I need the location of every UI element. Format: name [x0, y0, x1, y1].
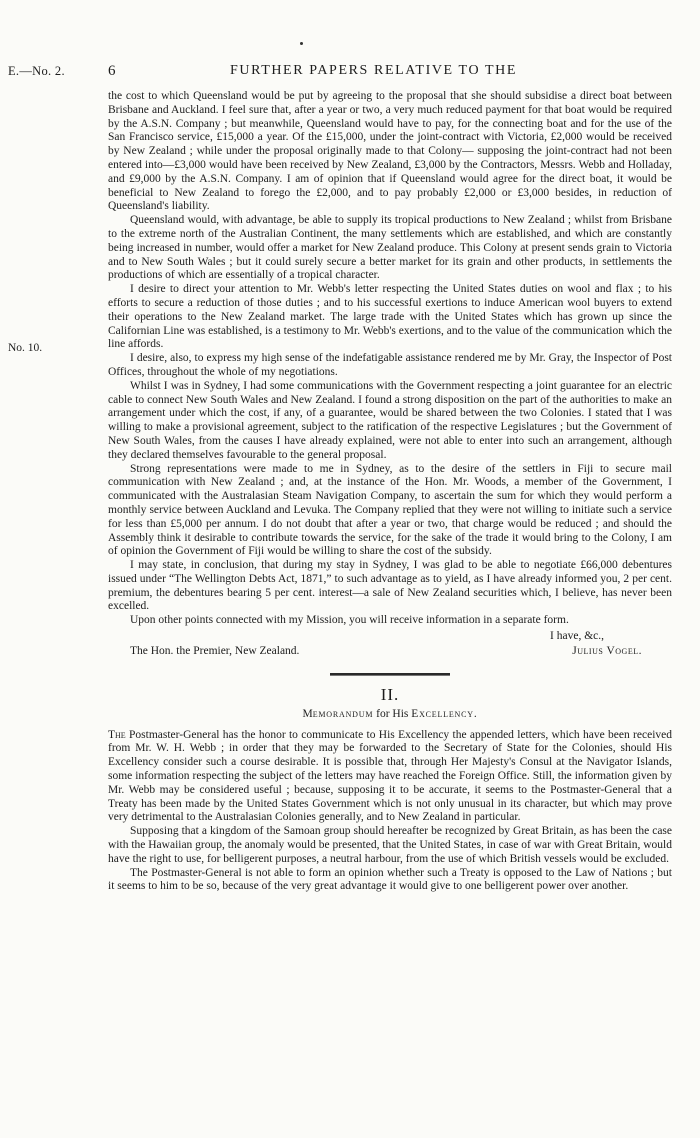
- section-divider: [330, 673, 450, 676]
- paragraph: Strong representations were made to me in Sydney, as to the desire of the settlers in Fiji to secure mail communication with New Zealand ; and, at the instance of the Hon. Mr. Woods, a member of the Government, I communicated with the Australasian Steam Navigation Company, to ascertain the sum for which they would perform a monthly service between Auckland and Levuka. The Company replied that they were not willing to initiate such a service for less than £5,000 per annum. I do not doubt that after a year or two, that charge would be reduced ; and should the Assembly think it desirable to contribute towards the service, for the sake of the trade it would bring to the Colony, I am of opinion the Government of Fiji would be willing to share the cost of the subsidy.: [108, 462, 672, 558]
- memo-paragraph: Supposing that a kingdom of the Samoan group should hereafter be recognized by Great Britain, as has been the case with the Hawaiian group, the anomaly would be presented, that the United States, in case of war with Great Britain, would have the right to use, for belligerent purposes, a neutral harbour, from the use of which British vessels would be excluded.: [108, 825, 672, 865]
- paragraph: I desire, also, to express my high sense of the indefatigable assistance rendered me by Mr. Gray, the Inspector of Post Offices, throughout the whole of my negotiations.: [108, 352, 672, 378]
- memo-lead-word: The: [108, 728, 126, 741]
- memo-title-middle: for His: [373, 707, 412, 720]
- memo-paragraph: The Postmaster-General is not able to form an opinion whether such a Treaty is opposed to the Law of Nations ; but it seems to him to be so, because of the very great advantage it would give to one belligerent power over another.: [108, 866, 672, 893]
- paragraph: I desire to direct your attention to Mr. Webb's letter respecting the United States duties on wool and flax ; to his efforts to secure a reduction of those duties ; and to his successful exertions to induce American wool buyers to extend their operations to the New Zealand market. The large trade with the United States which has grown up since the Californian Line was established, is a testimony to Mr. Webb's exertions, and to the value of the communication which the line affords.: [108, 283, 672, 351]
- page-header: [0, 64, 700, 84]
- memo-paragraph-text: Postmaster-General has the honor to communicate to His Excellency the appended letters, which have been received from Mr. W. H. Webb ; in order that they may be forwarded to the Secretary of State for the Colonies, should His Excellency consider such a course desirable. It is possible that, through Her Majesty's Consul at the Navigator Islands, some information respecting the subject of the letters may have reached the Foreign Office. Still, the information given by Mr. Webb may be considered useful ; because, supposing it to be accurate, it seems to the Postmaster-General that a Treaty has been made by the United States Government which is not only unusual in its character, but which may prove very detrimental to the Australasian Colonies generally, and to New Zealand in particular.: [108, 728, 672, 824]
- paragraph: I may state, in conclusion, that during my stay in Sydney, I was glad to be able to negotiate £66,000 debentures issued under “The Wellington Debts Act, 1871,” to such advantage as to yield, as I have already informed you, 2 per cent. premium, the debentures bearing 5 per cent. interest—a sale of New Zealand securities which, I believe, has never been excelled.: [108, 559, 672, 613]
- document-body: [108, 90, 672, 894]
- paragraph: the cost to which Queensland would be put by agreeing to the proposal that she should subsidise a direct boat between Brisbane and Auckland. I feel sure that, after a year or two, a very much reduced payment for that boat would be required by the A.S.N. Company ; but meanwhile, Queensland would have to pay, for the connecting boat and for the use of the San Francisco service, £15,000 a year. Of the £15,000, under the joint-contract with Victoria, £2,000 would be received by New Zealand ; while under the proposal originally made to that Colony— supposing the joint-contract had not been entered into—£3,000 would have been received by New Zealand, £3,000 by the Contractors, Messrs. Webb and Holladay, and £9,000 by the A.S.N. Company. I am of opinion that if Queensland would agree for the direct boat, it would be beneficial to New Zealand to forego the £2,000, and to pay probably £2,000 or £3,000 besides, in reduction of Queensland's liability.: [108, 90, 672, 213]
- addressee: The Hon. the Premier, New Zealand.: [130, 645, 300, 658]
- document-reference: E.—No. 2.: [8, 64, 65, 78]
- letter-closing: [108, 630, 672, 660]
- paragraph: Upon other points connected with my Mission, you will receive information in a separate form.: [130, 614, 569, 627]
- margin-note-no-10: No. 10.: [8, 342, 43, 354]
- running-title: FURTHER PAPERS RELATIVE TO THE: [230, 63, 518, 78]
- memo-title-excellency: Excellency.: [411, 707, 478, 720]
- section-number: II.: [380, 685, 400, 705]
- memo-paragraph: [108, 729, 672, 826]
- paragraph: Queensland would, with advantage, be able to supply its tropical productions to New Zealand ; whilst from Brisbane to the extreme north of the Australian Continent, the many settlements which are established, and which are constantly being increased in number, would offer a market for New Zealand produce. This Colony at present sends grain to Victoria and to New South Wales ; but it could surely secure a better market for its grain and other products, in settlements the productions of which are essentially of a tropical character.: [108, 214, 672, 282]
- paragraph: Whilst I was in Sydney, I had some communications with the Government respecting a joint guarantee for an electric cable to connect New South Wales and New Zealand. I found a strong disposition on the part of the authorities to make an arrangement under which the cost, if any, of a guarantee, would be shared between the two Colonies. I stated that I was willing to make a provisional agreement, subject to the ratification of the respective Legislatures ; but the Government of New South Wales, from the causes I have already explained, were not able to enter into such an arrangement, although they declared themselves favourable to the general proposal.: [108, 379, 672, 461]
- signature: Julius Vogel.: [572, 645, 642, 658]
- page-mark: [300, 42, 303, 45]
- memo-title: [108, 708, 672, 722]
- page-number: 6: [108, 63, 116, 79]
- salutation: I have, &c.,: [550, 630, 604, 643]
- memo-title-word: emorandum: [312, 707, 374, 720]
- memo-title-initial: M: [302, 707, 313, 720]
